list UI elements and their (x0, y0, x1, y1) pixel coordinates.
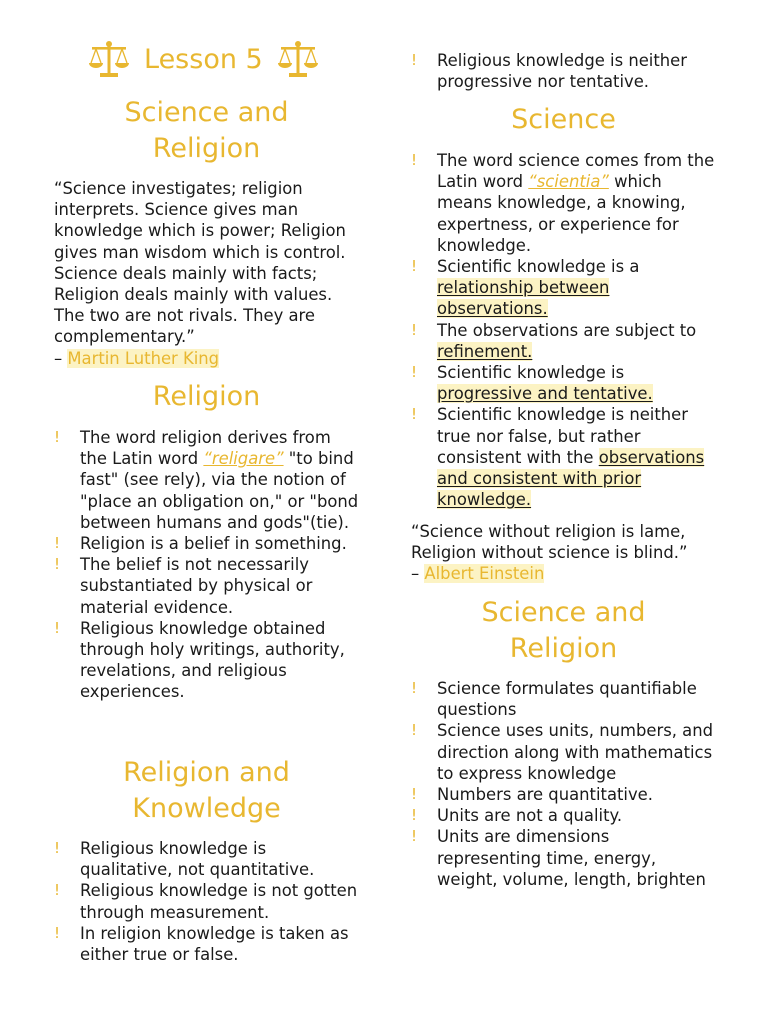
item-text: In religion knowledge is taken as either true or false. (80, 923, 349, 965)
balance-scale-icon (277, 40, 319, 80)
heading-line: Religion (152, 133, 261, 164)
bullet-icon: ! (411, 257, 418, 276)
bullet-icon: ! (54, 534, 61, 553)
quote-author: Albert Einstein (424, 564, 545, 584)
heading-line: Science (511, 104, 616, 135)
science-list (411, 150, 716, 510)
bullet-icon: ! (411, 51, 418, 69)
item-text: Numbers are quantitative. (437, 785, 653, 805)
heading-science-and-religion (54, 95, 359, 167)
list-item (54, 838, 359, 880)
item-text: Science uses units, numbers, and direction along with mathematics to express knowledge (437, 721, 713, 783)
religion-list (54, 427, 359, 703)
heading-line: Science and (124, 97, 289, 128)
scientia-link[interactable]: “scientia” (528, 172, 609, 192)
list-item (411, 362, 716, 404)
list-item (54, 880, 359, 922)
item-text: Units are dimensions representing time, energy, weight, volume, length, brighten (437, 827, 706, 889)
item-text: The observations are subject to (437, 320, 697, 340)
list-item (411, 720, 716, 784)
bullet-icon: ! (54, 881, 61, 900)
heading-line: Science and (481, 597, 646, 628)
item-text: The belief is not necessarily substantiated by physical or material evidence. (80, 555, 313, 617)
item-text: Religious knowledge is not gotten through measurement. (80, 881, 358, 922)
highlighted-text: progressive and tentative. (437, 384, 653, 404)
bullet-icon: ! (411, 363, 418, 382)
quote-text: “Science investigates; religion interprets. Science gives man knowledge which is power; Religion gives man wisdom which is control. Science deals mainly with facts; Religion deals mainly with values. The two are not rivals. They are complementary.” (54, 179, 346, 347)
item-text: Scientific knowledge is (437, 363, 625, 383)
attribution-dash: – (54, 348, 68, 368)
bullet-icon: ! (411, 320, 418, 339)
bullet-icon: ! (54, 923, 61, 942)
item-text: Scientific knowledge is a (437, 257, 640, 277)
quote-king (54, 178, 359, 369)
attribution-dash: – (411, 564, 425, 584)
list-item (54, 533, 359, 554)
item-text: Units are not a quality. (437, 806, 623, 826)
highlighted-text: refinement. (437, 341, 533, 361)
list-item (54, 427, 359, 533)
religare-link[interactable]: “religare” (203, 449, 284, 469)
heading-line: Religion (509, 633, 618, 664)
religion-knowledge-list (54, 838, 359, 965)
list-item (411, 256, 716, 320)
bullet-icon: ! (411, 806, 418, 825)
bullet-icon: ! (411, 405, 418, 424)
list-item (411, 50, 716, 92)
bullet-icon: ! (54, 618, 61, 637)
list-item (54, 554, 359, 618)
list-item (411, 784, 716, 805)
quote-author: Martin Luther King (67, 348, 220, 368)
highlighted-text: observations and consistent with prior knowledge. (437, 447, 705, 510)
bullet-icon: ! (411, 679, 418, 697)
highlighted-text: relationship between observations. (437, 278, 610, 319)
heading-science-and-religion-2 (411, 595, 716, 667)
item-text: The word religion derives from the Latin word (80, 428, 331, 469)
heading-science (411, 102, 716, 138)
list-item (54, 923, 359, 965)
list-item (411, 320, 716, 362)
item-text: Religious knowledge obtained through holy writings, authority, revelations, and religious experiences. (80, 618, 345, 702)
bullet-icon: ! (54, 428, 61, 446)
item-text: Science formulates quantifiable questions (437, 679, 697, 720)
lesson-title: Lesson 5 (144, 44, 263, 75)
quote-einstein (411, 521, 716, 585)
item-text: Religious knowledge is qualitative, not quantitative. (80, 839, 315, 880)
heading-line: Religion and (123, 757, 290, 788)
bullet-icon: ! (411, 827, 418, 846)
bullet-icon: ! (54, 555, 61, 574)
quote-attribution (411, 563, 716, 584)
list-item (411, 826, 716, 890)
list-item (411, 404, 716, 510)
list-item (54, 618, 359, 703)
item-text: Scientific knowledge is neither true nor false, but rather consistent with the (437, 405, 688, 467)
religion-knowledge-list-continued (411, 50, 716, 92)
heading-religion-and-knowledge (54, 755, 359, 827)
list-item (411, 678, 716, 720)
heading-religion (54, 379, 359, 415)
bullet-icon: ! (54, 839, 61, 857)
item-text: Religious knowledge is neither progressive nor tentative. (437, 51, 687, 92)
bullet-icon: ! (411, 785, 418, 804)
list-item (411, 805, 716, 826)
quote-attribution (54, 348, 359, 369)
item-text: The word science comes from the Latin word (437, 151, 715, 192)
bullet-icon: ! (411, 721, 418, 740)
list-item (411, 150, 716, 256)
quote-text: “Science without religion is lame, Religion without science is blind.” (411, 522, 688, 563)
heading-line: Religion (152, 381, 261, 412)
science-religion-list (411, 678, 716, 890)
bullet-icon: ! (411, 151, 418, 169)
item-text: Religion is a belief in something. (80, 534, 347, 554)
balance-scale-icon (88, 40, 130, 80)
lesson-header (88, 40, 319, 80)
item-text: which means knowledge, a knowing, expertness, or experience for knowledge. (437, 172, 686, 255)
heading-line: Knowledge (132, 793, 281, 824)
item-text: "to bind fast" (see rely), via the notion of "place an obligation on," or "bond between humans and gods"(tie). (80, 449, 359, 532)
